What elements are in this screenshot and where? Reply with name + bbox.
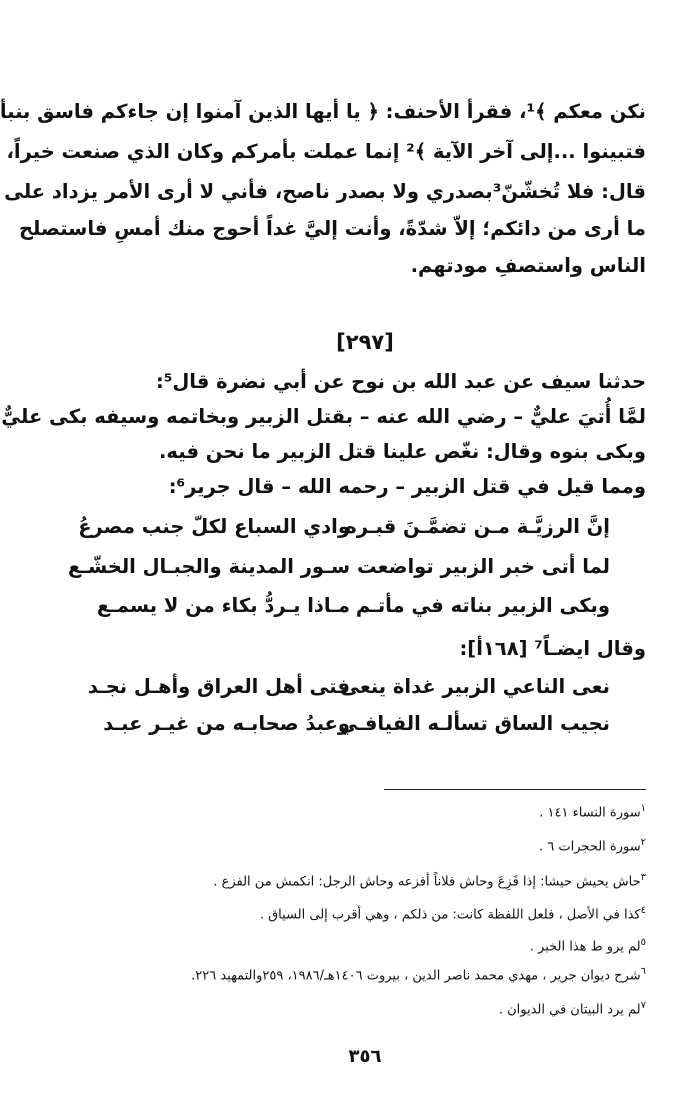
verse-first-hemistich: وبكى الزبير بناته في مأتـم bbox=[355, 594, 610, 617]
footnote-marker: ٦ bbox=[640, 966, 646, 977]
narrative-line-2: وبكى بنوه وقال: نغّص علينا قتل الزبير ما نحن فيه. bbox=[159, 440, 646, 463]
poem-verse bbox=[87, 675, 610, 709]
poem-verse bbox=[96, 594, 610, 628]
narrative-line-1: لمَّا أُتيَ عليٌّ – رضي الله عنه – بقتل الزبير وبخاتمه وسيفه بكى عليٌّ bbox=[1, 405, 646, 428]
verse-first-hemistich: نجيب الساق تسألـه الفيافـي bbox=[338, 712, 610, 735]
footnote-marker: ٧ bbox=[640, 1000, 646, 1011]
paragraph-line-4: ما أرى من دائكم؛ إلاّ شدّةً، وأنت إليَّ غداً أحوج منك أمسِ فاستصلح bbox=[18, 217, 646, 240]
footnote-text: سورة النساء ١٤١ . bbox=[539, 805, 641, 821]
footnote-4 bbox=[90, 902, 646, 924]
poem2-intro: وقال ايضـاً⁷ [١٦٨أ]: bbox=[459, 637, 646, 660]
footnote-text: حاش يحيش حيشا: إذا فَزِعَ وحاش فلاناً أفزعه وحاش الرجل: انكمش من الفزع . bbox=[213, 874, 641, 890]
section-number: [٢٩٧] bbox=[336, 330, 394, 354]
footnote-marker: ٣ bbox=[640, 872, 646, 883]
page-number: ٣٥٦ bbox=[348, 1046, 382, 1067]
verse-first-hemistich: نعى الناعي الزبير غداة ينعى bbox=[340, 675, 610, 698]
verse-second-hemistich: فتى أهل العراق وأهـل نجـد bbox=[87, 675, 350, 698]
verse-first-hemistich: لما أتى خبر الزبير تواضعت bbox=[356, 555, 610, 578]
footnote-6 bbox=[90, 963, 646, 985]
poem-verse bbox=[78, 515, 610, 549]
isnad-line: حدثنا سيف عن عبد الله بن نوح عن أبي نضرة قال⁵: bbox=[156, 370, 646, 393]
verse-second-hemistich: سـور المدينة والجبـال الخشّـع bbox=[67, 555, 350, 578]
verse-second-hemistich: مـاذا يـردُّ بكاء من لا يسمـع bbox=[96, 594, 350, 617]
footnote-text: شرح ديوان جرير ، مهدي محمد ناصر الدين ، بيروت ١٤٠٦هـ/١٩٨٦، ٢٥٩والتمهيد ٢٢٦. bbox=[191, 968, 641, 984]
narrative-line-3: ومما قيل في قتل الزبير – رحمه الله – قال جرير⁶: bbox=[168, 475, 646, 498]
footnote-marker: ٥ bbox=[640, 937, 646, 948]
verse-first-hemistich: إنَّ الرزيَّـة مـن تضمَّـنَ قبـره bbox=[345, 515, 610, 538]
footnote-marker: ٤ bbox=[640, 905, 646, 916]
footnote-text: سورة الحجرات ٦ . bbox=[539, 839, 641, 855]
paragraph-line-2: فتبينوا ...إلى آخر الآية ﴾² إنما عملت بأمركم وكان الذي صنعت خيراً، bbox=[6, 140, 646, 163]
footnote-text: لم يرو ط هذا الخبر . bbox=[529, 939, 641, 955]
footnote-1 bbox=[90, 800, 646, 822]
footnote-7 bbox=[90, 997, 646, 1019]
footnote-text: كذا في الأصل ، فلعل اللفظة كانت: من ذلكم ، وهي أقرب إلى السياق . bbox=[259, 907, 641, 923]
paragraph-line-5: الناس واستصفِ مودتهم. bbox=[410, 254, 646, 277]
verse-second-hemistich: وعبدُ صحابـه من غيـر عبـد bbox=[103, 712, 350, 735]
footnote-marker: ١ bbox=[640, 803, 646, 814]
footnote-separator bbox=[384, 789, 646, 790]
verse-second-hemistich: وادي السباع لكلّ جنب مصرعُ bbox=[78, 515, 350, 538]
paragraph-line-1: نكن معكم ﴾¹، فقرأ الأحنف: ﴿ يا أيها الذين آمنوا إن جاءكم فاسق بنبأ bbox=[0, 100, 646, 123]
footnote-5 bbox=[90, 934, 646, 956]
poem-verse bbox=[103, 712, 610, 746]
footnote-2 bbox=[90, 834, 646, 856]
footnote-text: لم يرد البيتان في الديوان . bbox=[498, 1002, 641, 1018]
poem-verse bbox=[67, 555, 610, 589]
paragraph-line-3: قال: فلا تُخشّنّ³بصدري ولا بصدر ناصح، فأني لا أرى الأمر يزداد على bbox=[4, 180, 646, 203]
footnote-3 bbox=[90, 869, 646, 891]
footnote-marker: ٢ bbox=[640, 837, 646, 848]
